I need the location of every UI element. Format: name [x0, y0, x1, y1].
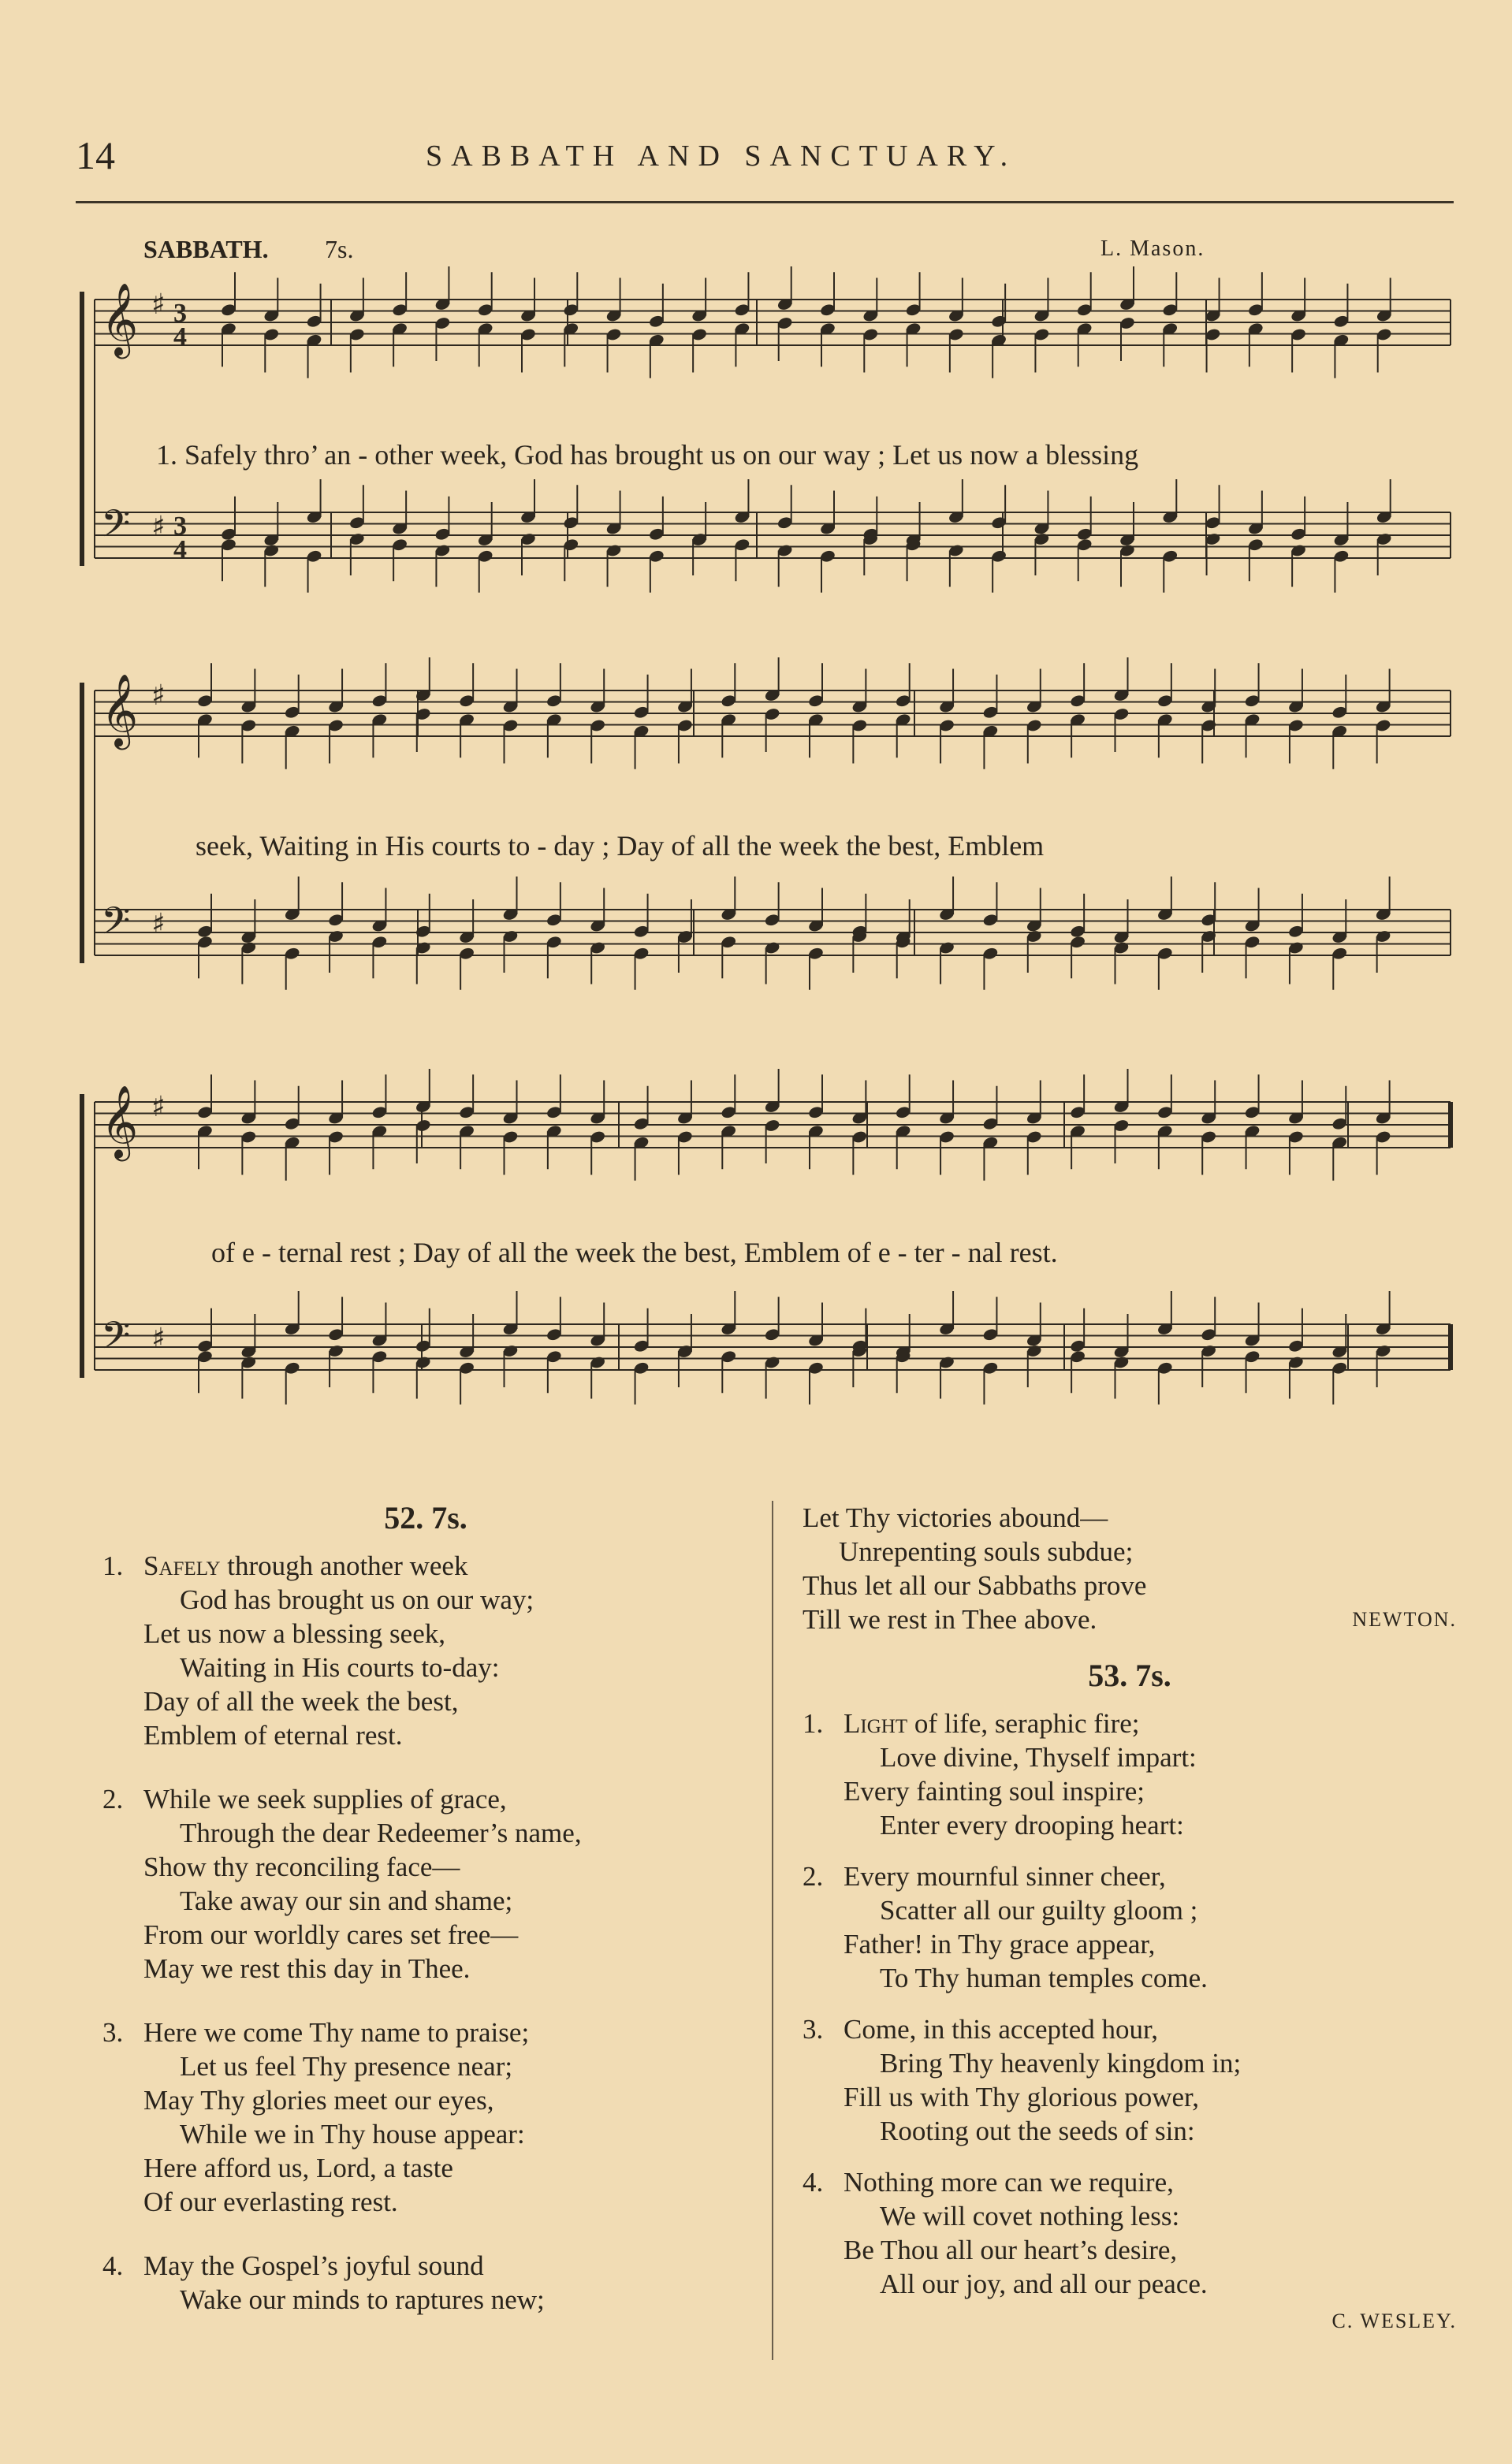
stanza [102, 1549, 749, 1752]
hymn-meter: 7s. [1135, 1658, 1171, 1693]
stanza-number: 2. [102, 1784, 124, 1815]
verse-line: Love divine, Thyself impart: [880, 1742, 1197, 1773]
stanza [803, 2012, 1457, 2148]
bass-clef-icon: 𝄢 [101, 899, 131, 952]
stanza-number: 4. [803, 2167, 824, 2198]
treble-clef-icon: 𝄞 [101, 673, 139, 746]
stanza [102, 1782, 749, 1986]
sharp-icon: ♯ [151, 288, 166, 321]
hymn-heading [102, 1501, 749, 1535]
verse-line: Here afford us, Lord, a taste [143, 2153, 453, 2183]
verse-line: God has brought us on our way; [180, 1584, 534, 1615]
verse-line: of life, seraphic fire; [907, 1708, 1140, 1739]
verse-line: Every fainting soul inspire; [844, 1776, 1145, 1807]
verse-line: From our worldly cares set free— [143, 1919, 519, 1950]
verse-line: Emblem of eternal rest. [143, 1720, 403, 1751]
hymn-author: C. WESLEY. [1331, 2310, 1457, 2332]
hymn-52-continued [803, 1501, 1457, 1636]
hymn-53 [803, 1658, 1457, 2338]
time-signature-bottom: 4 [173, 535, 187, 564]
verse-line: Father! in Thy grace appear, [844, 1929, 1156, 1960]
verse-line: Day of all the week the best, [143, 1686, 459, 1717]
verse-line: Let us feel Thy presence near; [180, 2051, 513, 2082]
verse-line: Here we come Thy name to praise; [143, 2017, 530, 2048]
verse-line: Show thy reconciling face— [143, 1852, 460, 1882]
verse-line: through another week [220, 1550, 468, 1581]
verse-line: Let Thy victories abound— [803, 1502, 1108, 1533]
verse-line: Of our everlasting rest. [143, 2187, 398, 2217]
tune-meter: 7s. [325, 235, 354, 263]
verse-line: To Thy human temples come. [880, 1963, 1208, 1993]
hymn-52 [102, 1501, 749, 2347]
verse-line: Take away our sin and shame; [180, 1885, 513, 1916]
stanza-number: 4. [102, 2250, 124, 2281]
verse-line: Wake our minds to raptures new; [180, 2284, 545, 2315]
verse-line: Fill us with Thy glorious power, [844, 2082, 1200, 2112]
stanza-number: 3. [102, 2017, 124, 2048]
treble-clef-icon: 𝄞 [101, 1085, 139, 1158]
sharp-icon: ♯ [151, 1091, 166, 1123]
bass-clef-icon: 𝄢 [101, 501, 131, 555]
verse-line: Enter every drooping heart: [880, 1810, 1184, 1841]
verse-line: Be Thou all our heart’s desire, [844, 2235, 1178, 2265]
verse-line: Bring Thy heavenly kingdom in; [880, 2048, 1242, 2079]
verse-line: While we in Thy house appear: [180, 2119, 525, 2149]
stanza [102, 2249, 749, 2317]
verse-line: Through the dear Redeemer’s name, [180, 1818, 582, 1848]
sharp-icon: ♯ [151, 679, 166, 712]
page-number: 14 [76, 133, 115, 177]
treble-clef-icon: 𝄞 [101, 282, 139, 355]
verse-line: Thus let all our Sabbaths prove [803, 1570, 1147, 1601]
composer: L. Mason. [1100, 236, 1205, 261]
verse-line: Waiting in His courts to-day: [180, 1652, 500, 1683]
verse-line: Every mournful sinner cheer, [844, 1861, 1166, 1892]
hymn-number: 52. [384, 1500, 424, 1535]
sharp-icon: ♯ [151, 1323, 166, 1355]
hymn-meter: 7s. [431, 1500, 467, 1535]
verse-line: Nothing more can we require, [844, 2167, 1174, 2198]
running-title: SABBATH AND SANCTUARY. [426, 140, 1017, 173]
stanza-number: 1. [102, 1550, 124, 1581]
lyric-line-2: seek, Waiting in His courts to - day ; Day of all the week the best, Emblem [196, 830, 1045, 862]
hymn-number: 53. [1088, 1658, 1128, 1693]
stanza-number: 1. [803, 1708, 824, 1739]
verse-line: While we seek supplies of grace, [143, 1784, 507, 1815]
bass-clef-icon: 𝄢 [101, 1313, 131, 1367]
verse-line: All our joy, and all our peace. [880, 2269, 1208, 2299]
stanza-first-word: Light [844, 1708, 908, 1739]
verse-line: Unrepenting souls subdue; [839, 1536, 1134, 1567]
hymn-author: NEWTON. [1352, 1608, 1457, 1631]
verse-line: Let us now a blessing seek, [143, 1618, 445, 1649]
lyric-line-1: 1. Safely thro’ an - other week, God has brought us on our way ; Let us now a blessing [156, 439, 1139, 471]
hymn-heading [803, 1658, 1457, 1692]
verse-line: Come, in this accepted hour, [844, 2014, 1159, 2045]
stanza [803, 2165, 1457, 2301]
stanza [102, 2015, 749, 2219]
time-signature-top: 3 [173, 512, 187, 541]
time-signature-bottom: 4 [173, 322, 187, 352]
stanza-number: 2. [803, 1861, 824, 1892]
verse-line: Rooting out the seeds of sin: [880, 2116, 1195, 2146]
sharp-icon: ♯ [151, 511, 166, 543]
stanza [803, 1859, 1457, 1995]
tune-name: SABBATH. [143, 235, 269, 263]
verse-line: May the Gospel’s joyful sound [143, 2250, 484, 2281]
time-signature-top: 3 [173, 299, 187, 328]
column-divider [772, 1501, 773, 2360]
verse-line: May Thy glories meet our eyes, [143, 2085, 494, 2116]
stanza-number: 3. [803, 2014, 824, 2045]
stanza [803, 1707, 1457, 1842]
lyric-line-3: of e - ternal rest ; Day of all the week the best, Emblem of e - ter - nal rest. [211, 1237, 1058, 1268]
verse-line: We will covet nothing less: [880, 2201, 1180, 2231]
stanza-first-word: Safely [143, 1550, 221, 1581]
verse-line: Scatter all our guilty gloom ; [880, 1895, 1198, 1926]
verse-line: Till we rest in Thee above. [803, 1604, 1097, 1635]
sharp-icon: ♯ [151, 908, 166, 940]
verse-line: May we rest this day in Thee. [143, 1953, 471, 1984]
